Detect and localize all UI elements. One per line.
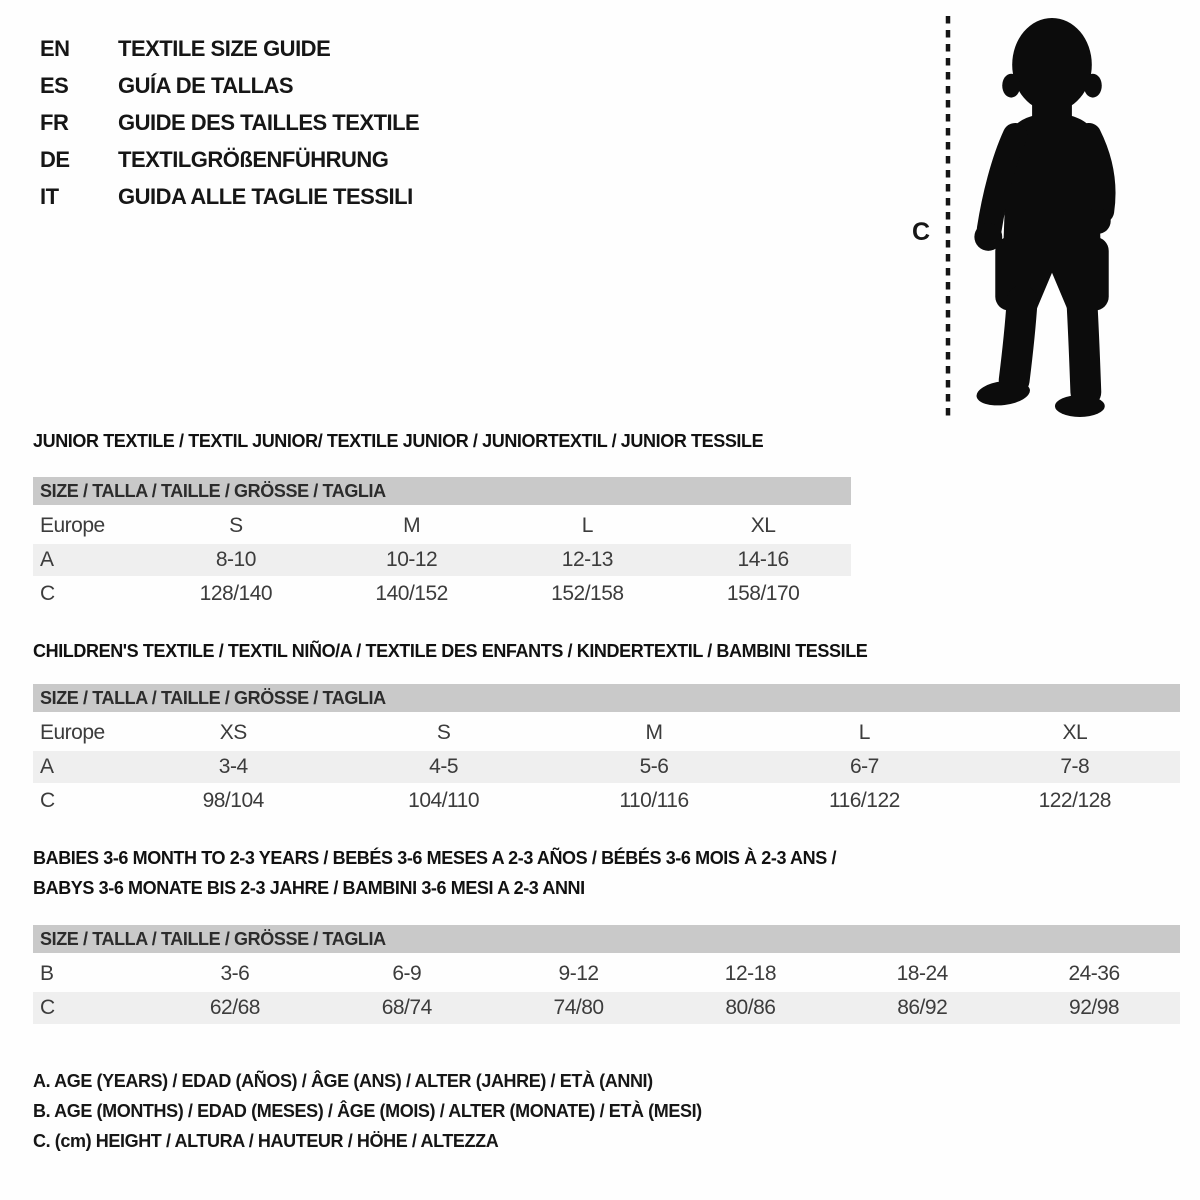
cell-value: 128/140 — [199, 582, 273, 605]
babies-title-line2: BABYS 3-6 MONATE BIS 2-3 JAHRE / BAMBINI 3-6 MESI A 2-3 ANNI — [33, 878, 585, 898]
cell-value: 140/152 — [375, 582, 448, 605]
children-size-table — [33, 684, 1180, 819]
cell-value: 74/80 — [553, 996, 604, 1019]
cell-value: 3-4 — [218, 755, 248, 778]
size-header-label: SIZE / TALLA / TAILLE / GRÖSSE / TAGLIA — [40, 480, 386, 501]
children-age-row — [33, 751, 1180, 783]
junior-height-row — [33, 578, 851, 610]
cell-value: 4-5 — [429, 755, 459, 778]
cell-value: 158/170 — [726, 582, 800, 605]
babies-size-table — [33, 925, 1180, 1026]
size-header-label: SIZE / TALLA / TAILLE / GRÖSSE / TAGLIA — [40, 928, 386, 949]
cell-value: 62/68 — [209, 996, 260, 1019]
junior-section-title: JUNIOR TEXTILE / TEXTIL JUNIOR/ TEXTILE JUNIOR / JUNIORTEXTIL / JUNIOR TESSILE — [33, 431, 764, 451]
cell-value: 80/86 — [725, 996, 776, 1019]
children-height-row — [33, 785, 1180, 817]
language-code: DE — [40, 146, 70, 172]
cell-value: 116/122 — [828, 789, 900, 812]
legend-line-b: B. AGE (MONTHS) / EDAD (MESES) / ÂGE (MOIS) / ALTER (MONATE) / ETÀ (MESI) — [33, 1101, 702, 1121]
babies-title-line1: BABIES 3-6 MONTH TO 2-3 YEARS / BEBÉS 3-6 MESES A 2-3 AÑOS / BÉBÉS 3-6 MOIS À 2-3 ANS / — [33, 848, 837, 868]
cell-value: 18-24 — [896, 962, 948, 985]
cell-value: 98/104 — [202, 789, 264, 812]
row-label: B — [40, 962, 54, 985]
cell-value: 12-18 — [724, 962, 777, 985]
cell-value: 68/74 — [381, 996, 432, 1019]
cell-value: 6-7 — [849, 755, 879, 778]
size-col-label: XL — [1062, 721, 1088, 744]
cell-value: 7-8 — [1060, 755, 1090, 778]
cell-value: 12-13 — [561, 548, 613, 571]
language-title-list — [40, 30, 419, 215]
guide-title-en: TEXTILE SIZE GUIDE — [118, 35, 331, 61]
babies-section-title — [33, 843, 836, 903]
row-label: C — [40, 789, 55, 812]
toddler-silhouette-icon — [962, 10, 1142, 420]
size-header-bar — [33, 477, 851, 505]
size-col-label: M — [645, 721, 663, 744]
region-label: Europe — [40, 721, 105, 744]
height-measure-figure — [900, 8, 1170, 420]
language-row-en — [40, 30, 419, 67]
language-code: IT — [40, 183, 59, 209]
size-col-label: XL — [750, 514, 776, 537]
cell-value: 10-12 — [386, 548, 438, 571]
babies-height-row — [33, 992, 1180, 1024]
language-code: EN — [40, 35, 70, 61]
size-col-label: S — [229, 514, 243, 537]
cell-value: 104/110 — [408, 789, 480, 812]
cell-value: 9-12 — [558, 962, 599, 985]
cell-value: 86/92 — [897, 996, 948, 1019]
row-label: C — [40, 996, 55, 1019]
size-col-label: M — [403, 514, 421, 537]
legend-line-c: C. (cm) HEIGHT / ALTURA / HAUTEUR / HÖHE / ALTEZZA — [33, 1131, 499, 1151]
guide-title-fr: GUIDE DES TAILLES TEXTILE — [118, 109, 420, 135]
cell-value: 152/158 — [551, 582, 624, 605]
legend-line-a: A. AGE (YEARS) / EDAD (AÑOS) / ÂGE (ANS) / ALTER (JAHRE) / ETÀ (ANNI) — [33, 1071, 653, 1091]
cell-value: 122/128 — [1038, 789, 1111, 812]
dashed-measure-line — [944, 14, 952, 418]
size-col-label: L — [858, 721, 870, 744]
cell-value: 3-6 — [220, 962, 250, 985]
cell-value: 24-36 — [1068, 962, 1120, 985]
children-region-row — [33, 717, 1180, 749]
cell-value: 110/116 — [619, 789, 689, 812]
size-header-bar — [33, 684, 1180, 712]
row-label: C — [40, 582, 55, 605]
cell-value: 8-10 — [215, 548, 256, 571]
size-col-label: L — [581, 514, 593, 537]
junior-region-row — [33, 510, 851, 542]
babies-months-row — [33, 958, 1180, 990]
language-row-es — [40, 67, 419, 104]
size-header-bar — [33, 925, 1180, 953]
language-row-de — [40, 141, 419, 178]
size-col-label: S — [436, 721, 451, 744]
row-label: A — [40, 755, 54, 778]
guide-title-it: GUIDA ALLE TAGLIE TESSILI — [118, 183, 413, 209]
guide-title-es: GUÍA DE TALLAS — [118, 72, 294, 98]
size-col-label: XS — [219, 721, 247, 744]
measure-c-label: C — [912, 218, 931, 246]
row-label: A — [40, 548, 54, 571]
language-code: ES — [40, 72, 69, 98]
cell-value: 5-6 — [639, 755, 669, 778]
cell-value: 6-9 — [392, 962, 422, 985]
region-label: Europe — [40, 514, 105, 537]
cell-value: 14-16 — [737, 548, 789, 571]
language-code: FR — [40, 109, 69, 135]
size-header-label: SIZE / TALLA / TAILLE / GRÖSSE / TAGLIA — [40, 687, 386, 708]
language-row-fr — [40, 104, 419, 141]
language-row-it — [40, 178, 419, 215]
children-section-title: CHILDREN'S TEXTILE / TEXTIL NIÑO/A / TEXTILE DES ENFANTS / KINDERTEXTIL / BAMBINI TESSILE — [33, 641, 868, 661]
junior-age-row — [33, 544, 851, 576]
cell-value: 92/98 — [1069, 996, 1120, 1019]
junior-size-table — [33, 477, 851, 612]
measure-legend — [33, 1066, 702, 1156]
guide-title-de: TEXTILGRÖßENFÜHRUNG — [118, 146, 389, 172]
